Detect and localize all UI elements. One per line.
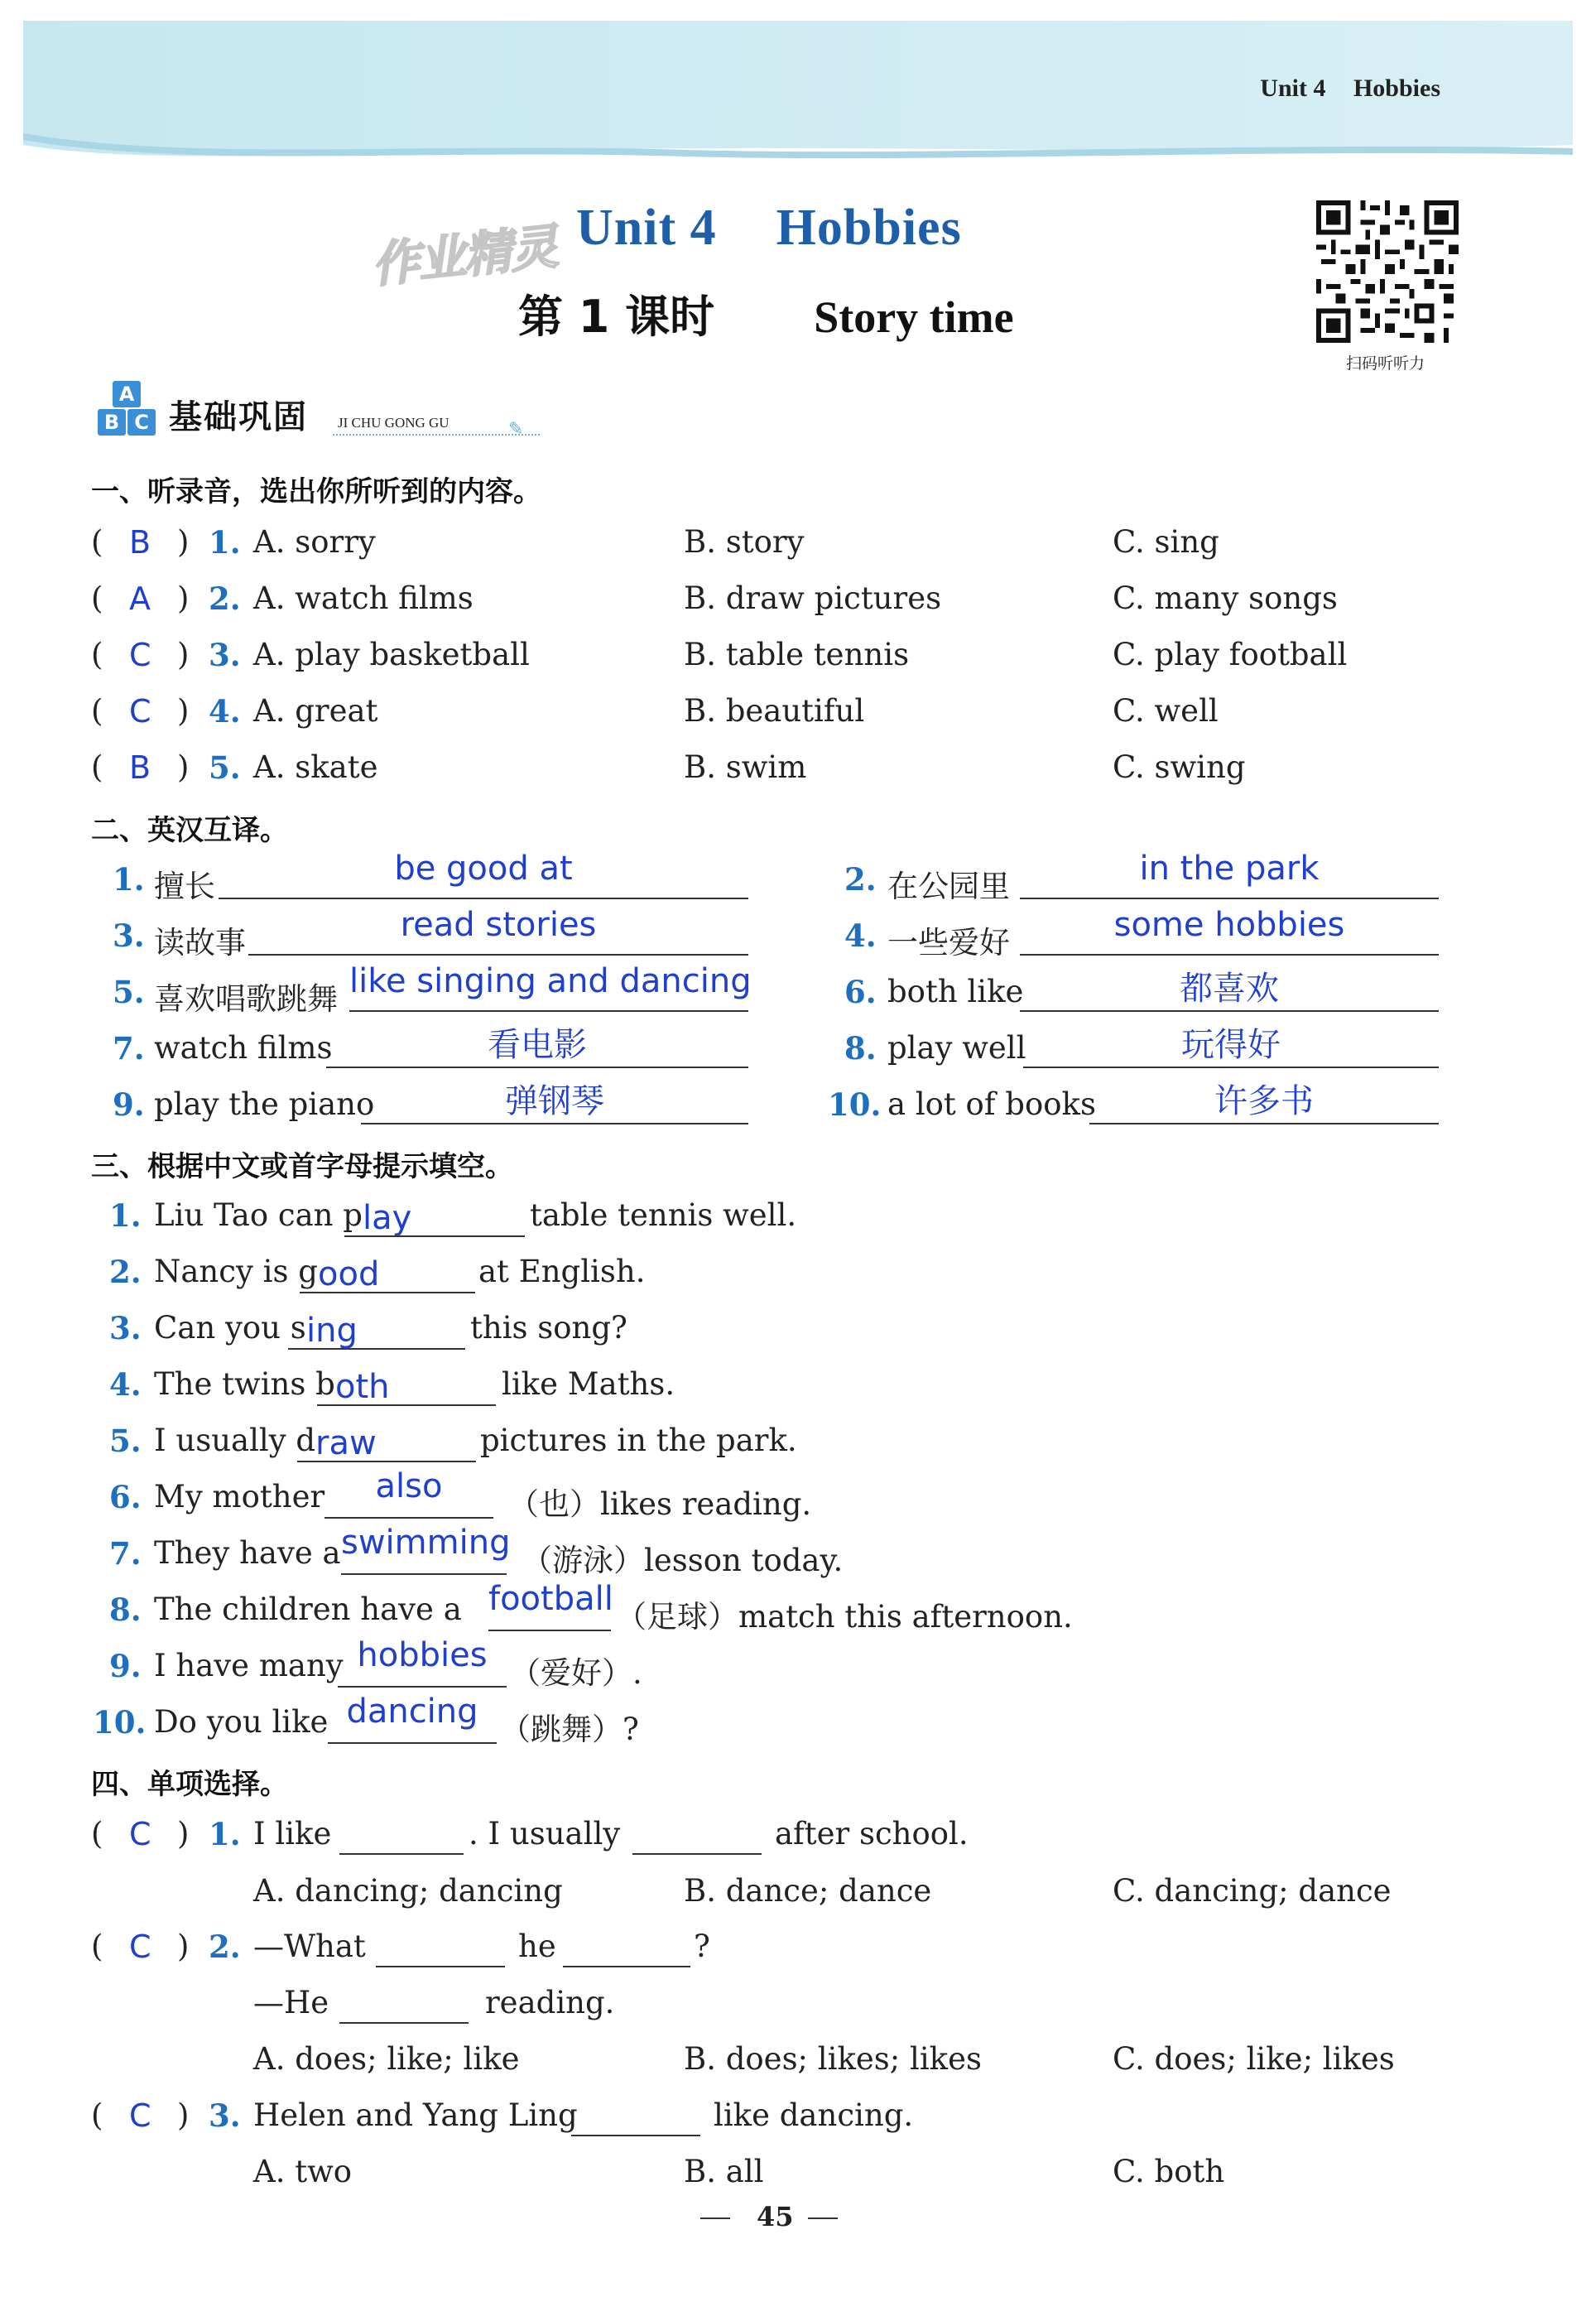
paren-open: ( [91, 693, 103, 729]
paren-close: ) [177, 749, 190, 785]
sentence-start: The children have a [154, 1591, 462, 1627]
answer-letter[interactable]: C [129, 637, 151, 673]
option-a[interactable]: A. play basketball [253, 637, 530, 672]
option-a[interactable]: A. watch films [253, 580, 474, 616]
question-number: 4. [209, 693, 241, 730]
prompt-text: a lot of books [887, 1086, 1096, 1122]
blank-line[interactable] [219, 898, 748, 899]
stem-text: —What [253, 1929, 366, 1964]
filled-answer[interactable]: swimming [341, 1524, 511, 1562]
question-number: 2. [844, 861, 877, 898]
stem-text: reading. [485, 1985, 615, 2020]
question-number: 2. [209, 1929, 241, 1965]
paren-close: ) [177, 693, 190, 729]
answer-letter[interactable]: B [129, 524, 151, 561]
filled-answer[interactable]: 都喜欢 [1180, 970, 1279, 1008]
paren-open: ( [91, 749, 103, 785]
filled-answer[interactable]: lay [363, 1199, 412, 1237]
paren-close: ) [177, 637, 190, 672]
paren-open: ( [91, 2097, 103, 2133]
paren-open: ( [91, 580, 103, 616]
blank-line[interactable] [349, 1010, 748, 1012]
prompt-text: 读故事 [154, 925, 246, 961]
question-number: 5. [209, 749, 241, 786]
page-dash-right [808, 2217, 838, 2219]
option-a[interactable]: A. sorry [253, 524, 376, 560]
question-number: 10. [93, 1704, 147, 1741]
blank-line[interactable] [339, 1853, 464, 1855]
paren-close: ) [177, 1816, 190, 1852]
unit-title [576, 199, 962, 258]
prompt-text: both like [887, 974, 1024, 1009]
unit-title-topic: Hobbies [776, 200, 962, 256]
question-number: 8. [109, 1591, 142, 1628]
option-b[interactable]: B. dance; dance [684, 1873, 932, 1909]
sentence-start: Nancy is g [154, 1254, 318, 1289]
blank-line[interactable] [339, 2022, 469, 2024]
blank-line[interactable] [361, 1123, 748, 1124]
qr-caption: 扫码听听力 [1346, 354, 1425, 373]
blank-line[interactable] [632, 1853, 762, 1855]
sentence-end: pictures in the park. [480, 1423, 797, 1458]
paren-close: ) [177, 1929, 190, 1964]
stem-text: he [518, 1929, 556, 1964]
sentence-end: at English. [478, 1254, 646, 1289]
answer-letter[interactable]: C [129, 1816, 151, 1852]
sentence-start: Can you s [154, 1310, 306, 1346]
prompt-text: play the piano [154, 1086, 375, 1122]
blank-line[interactable] [488, 1630, 611, 1631]
lesson-title [518, 282, 1014, 345]
prompt-text: play well [887, 1030, 1026, 1066]
prompt-text: 在公园里 [887, 869, 1010, 904]
prompt-text: 擅长 [154, 869, 215, 904]
paren-open: ( [91, 637, 103, 672]
option-c[interactable]: C. both [1113, 2154, 1225, 2189]
paren-open: ( [91, 524, 103, 560]
filled-answer[interactable]: dancing [346, 1693, 478, 1731]
sentence-end: （也）likes reading. [508, 1486, 812, 1522]
question-number: 3. [109, 1310, 142, 1346]
page-number: 45 [757, 2201, 794, 2232]
question-number: 10. [828, 1086, 882, 1123]
filled-answer[interactable]: 玩得好 [1181, 1026, 1281, 1064]
question-number: 6. [844, 974, 877, 1010]
filled-answer[interactable]: 许多书 [1214, 1082, 1314, 1120]
paren-close: ) [177, 580, 190, 616]
question-number: 2. [209, 580, 241, 617]
part3-heading: 三、根据中文或首字母提示填空。 [91, 1150, 513, 1183]
sentence-start: My mother [154, 1479, 325, 1514]
paren-close: ) [177, 2097, 190, 2133]
prompt-text: 一些爱好 [887, 925, 1010, 961]
stem-text: —He [253, 1985, 329, 2020]
sentence-end: （游泳）lesson today. [522, 1543, 844, 1578]
question-number: 4. [109, 1366, 142, 1403]
filled-answer[interactable]: hobbies [357, 1636, 488, 1674]
block-b: B [98, 409, 126, 436]
sentence-start: I usually d [154, 1423, 316, 1458]
part2-heading: 二、英汉互译。 [91, 814, 288, 847]
abc-blocks-icon [96, 381, 162, 439]
running-head-unit: Unit 4 [1260, 75, 1326, 102]
sentence-start: Liu Tao can p [154, 1197, 363, 1233]
option-b[interactable]: B. swim [684, 749, 807, 785]
question-number: 7. [109, 1535, 142, 1572]
answer-letter[interactable]: C [129, 693, 151, 730]
option-c[interactable]: C. dancing; dance [1113, 1873, 1392, 1909]
filled-answer[interactable]: also [375, 1467, 443, 1505]
option-a[interactable]: A. two [253, 2154, 353, 2189]
option-a[interactable]: A. great [253, 693, 378, 729]
blank-line[interactable] [1020, 954, 1439, 956]
question-number: 3. [209, 2097, 241, 2134]
filled-answer[interactable]: football [488, 1580, 613, 1618]
option-c[interactable]: C. swing [1113, 749, 1246, 785]
filled-answer[interactable]: in the park [1139, 850, 1320, 888]
option-b[interactable]: B. all [684, 2154, 764, 2189]
block-c: C [127, 409, 156, 436]
sentence-end: （爱好）. [510, 1655, 642, 1691]
filled-answer[interactable]: raw [315, 1424, 377, 1462]
option-c[interactable]: C. does; like; likes [1113, 2041, 1395, 2077]
question-number: 1. [209, 524, 241, 561]
blank-line[interactable] [1020, 1010, 1439, 1012]
blank-line[interactable] [248, 954, 748, 956]
part1-heading: 一、听录音，选出你所听到的内容。 [91, 475, 541, 508]
filled-answer[interactable]: read stories [400, 906, 597, 944]
blank-line[interactable] [571, 2135, 700, 2136]
question-number: 6. [109, 1479, 142, 1515]
filled-answer[interactable]: 看电影 [488, 1026, 587, 1064]
option-c[interactable]: C. well [1113, 693, 1219, 729]
question-number: 1. [109, 1197, 142, 1234]
sentence-start: Do you like [154, 1704, 329, 1740]
stem-text: like dancing. [714, 2097, 914, 2133]
prompt-text: watch films [154, 1030, 333, 1066]
lesson-title-en: Story time [814, 292, 1014, 342]
running-head [1260, 75, 1440, 103]
sentence-start: The twins b [154, 1366, 335, 1402]
prompt-text: 喜欢唱歌跳舞 [154, 981, 338, 1017]
option-c[interactable]: C. sing [1113, 524, 1219, 560]
answer-letter[interactable]: A [129, 580, 151, 617]
option-b[interactable]: B. draw pictures [684, 580, 942, 616]
blank-line[interactable] [376, 1966, 505, 1967]
sentence-end: like Maths. [502, 1366, 675, 1402]
option-c[interactable]: C. play football [1113, 637, 1348, 672]
option-a[interactable]: A. dancing; dancing [253, 1873, 563, 1909]
answer-letter[interactable]: C [129, 2097, 151, 2134]
lesson-title-cn: 第 1 课时 [518, 291, 715, 343]
option-a[interactable]: A. does; like; like [253, 2041, 520, 2077]
running-head-topic: Hobbies [1353, 75, 1440, 102]
filled-answer[interactable]: 弹钢琴 [505, 1082, 604, 1120]
blank-line[interactable] [338, 1686, 507, 1688]
option-b[interactable]: B. does; likes; likes [684, 2041, 982, 2077]
sentence-end: （足球）match this afternoon. [616, 1599, 1073, 1635]
question-number: 3. [209, 637, 241, 673]
qr-code-icon[interactable] [1316, 200, 1459, 343]
sentence-end: table tennis well. [530, 1197, 797, 1233]
block-a: A [113, 381, 141, 407]
question-number: 8. [844, 1030, 877, 1067]
section-title: 基础巩固 [169, 398, 308, 436]
filled-answer[interactable]: ood [318, 1255, 380, 1293]
question-number: 2. [109, 1254, 142, 1290]
question-number: 9. [113, 1086, 145, 1123]
sentence-start: I have many [154, 1648, 344, 1683]
paren-open: ( [91, 1816, 103, 1852]
question-number: 5. [113, 974, 145, 1010]
question-number: 3. [113, 917, 145, 954]
option-b[interactable]: B. table tennis [684, 637, 910, 672]
blank-line[interactable] [1023, 1067, 1439, 1068]
question-number: 5. [109, 1423, 142, 1459]
blank-line[interactable] [563, 1966, 690, 1967]
option-b[interactable]: B. beautiful [684, 693, 865, 729]
pencil-icon: ✎ [508, 419, 524, 440]
paren-open: ( [91, 1929, 103, 1964]
stem-text: after school. [775, 1816, 969, 1852]
sentence-end: （跳舞）? [500, 1712, 639, 1747]
blank-line[interactable] [324, 1517, 493, 1519]
stem-text: . I usually [469, 1816, 621, 1852]
sentence-end: this song? [470, 1310, 627, 1346]
answer-letter[interactable]: B [129, 749, 151, 786]
page-dash-left [700, 2217, 730, 2219]
sentence-start: They have a [154, 1535, 341, 1571]
question-number: 7. [113, 1030, 145, 1067]
filled-answer[interactable]: like singing and dancing [349, 962, 752, 1000]
question-number: 1. [113, 861, 145, 898]
blank-line[interactable] [326, 1067, 748, 1068]
paren-close: ) [177, 524, 190, 560]
blank-line[interactable] [341, 1573, 507, 1575]
question-number: 1. [209, 1816, 241, 1852]
stem-text: ? [694, 1929, 710, 1964]
unit-title-unit: Unit 4 [576, 200, 717, 256]
watermark: 作业精灵 [368, 218, 560, 294]
blank-line[interactable] [328, 1742, 497, 1744]
section-pinyin: JI CHU GONG GU [338, 415, 449, 431]
part4-heading: 四、单项选择。 [91, 1768, 288, 1801]
filled-answer[interactable]: oth [335, 1368, 390, 1406]
option-b[interactable]: B. story [684, 524, 805, 560]
blank-line[interactable] [1020, 898, 1439, 899]
stem-text: Helen and Yang Ling [253, 2097, 578, 2133]
question-number: 4. [844, 917, 877, 954]
answer-letter[interactable]: C [129, 1929, 151, 1965]
option-a[interactable]: A. skate [253, 749, 378, 785]
filled-answer[interactable]: ing [306, 1312, 358, 1350]
blank-line[interactable] [1089, 1123, 1439, 1124]
question-number: 9. [109, 1648, 142, 1684]
filled-answer[interactable]: some hobbies [1113, 906, 1345, 944]
stem-text: I like [253, 1816, 332, 1852]
option-c[interactable]: C. many songs [1113, 580, 1338, 616]
filled-answer[interactable]: be good at [394, 850, 573, 888]
